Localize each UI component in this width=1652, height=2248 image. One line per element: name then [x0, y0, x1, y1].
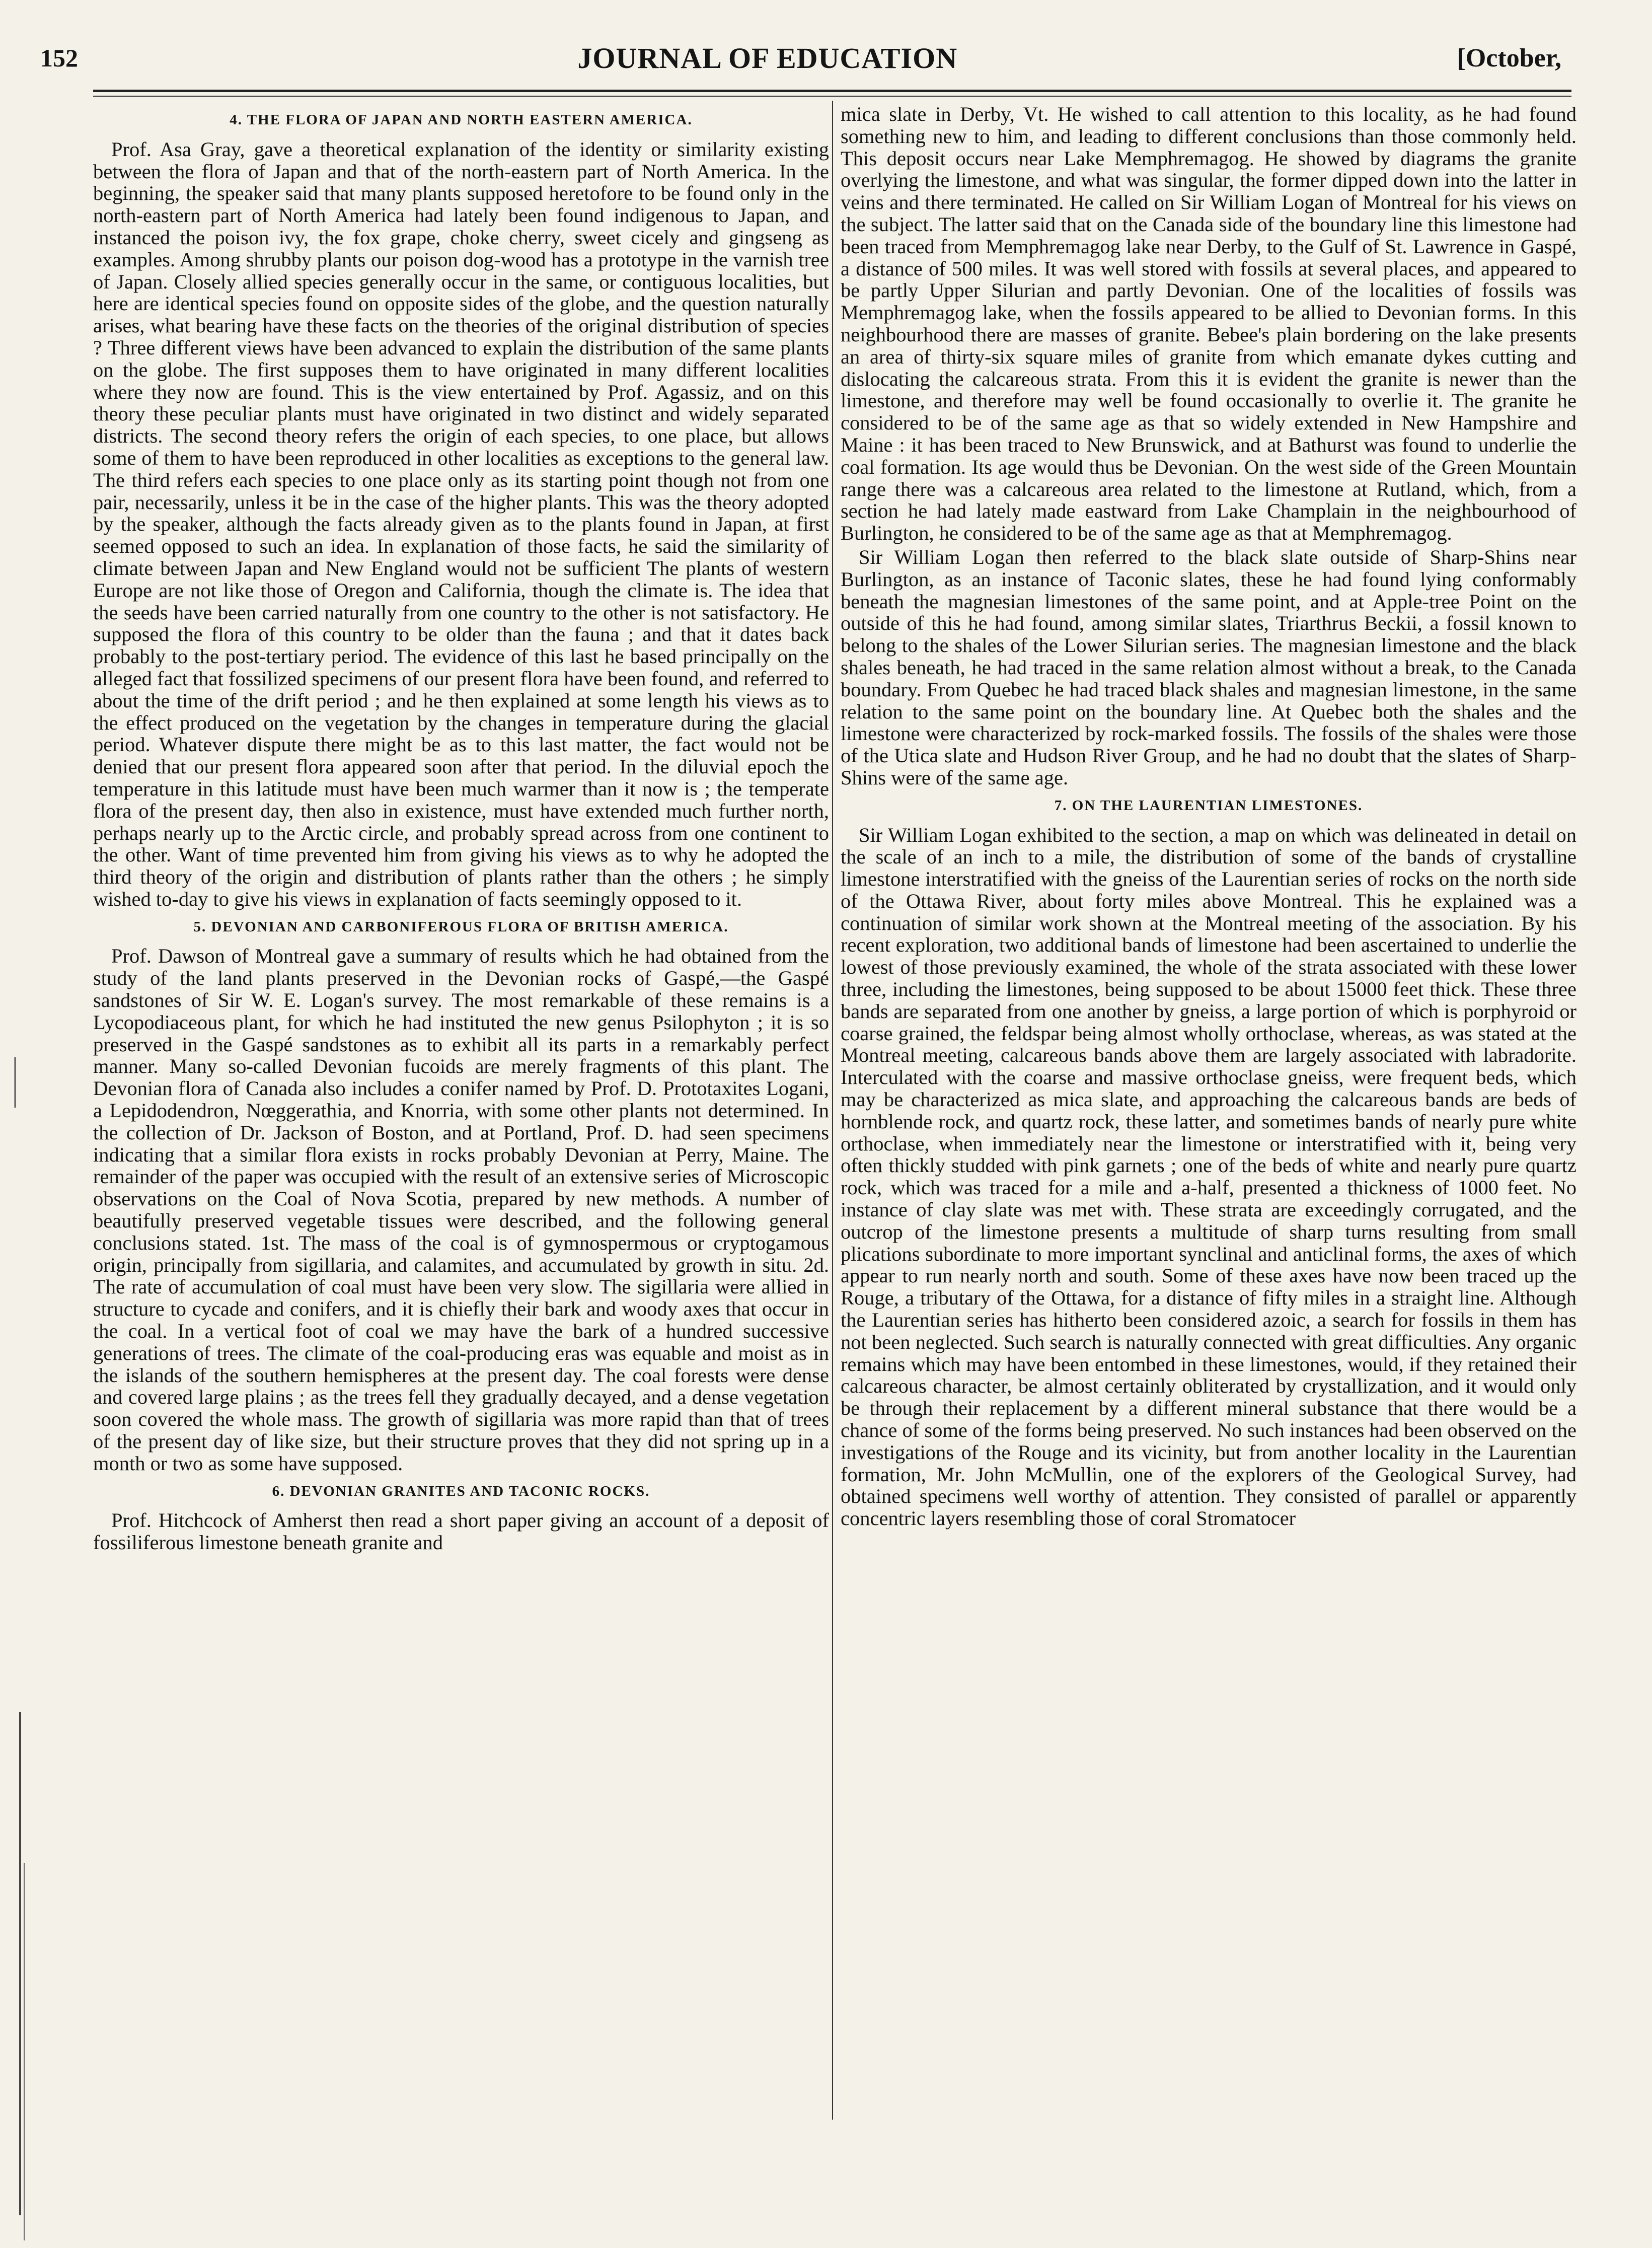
- section-6-paragraph: Prof. Hitchcock of Amherst then read a short paper giving an account of a deposit of fossiliferous limestone beneath granite and: [93, 1509, 829, 1554]
- margin-binding-marks: [0, 0, 30, 2245]
- page-header: [40, 35, 1561, 81]
- logan-paragraph: Sir William Logan then referred to the black slate outside of Sharp-Shins near Burlington, as an instance of Taconic slates, these he had found lying conformably beneath the magnesian limestones of the same point, and at Apple-tree Point on the outside of this he had found, among similar slates, Triarthrus Beckii, a fossil known to belong to the shales of the Lower Silurian series. The magnesian limestone and the black shales beneath, he had traced in the same relation almost without a break, to the Canada boundary. From Quebec he had traced black shales and magnesian limestone, in the same relation to the same point on the boundary line. At Quebec both the shales and the limestone were characterized by rock-marked fossils. The fossils of the shales were those of the Utica slate and Hudson River Group, and he had no doubt that the slates of Sharp-Shins were of the same age.: [841, 545, 1576, 789]
- section-5-heading: 5. DEVONIAN AND CARBONIFEROUS FLORA OF BRITISH AMERICA.: [193, 918, 729, 935]
- header-rule-thin: [93, 96, 1571, 97]
- binding-edge-graphic: [0, 0, 30, 2245]
- left-column: [93, 103, 829, 1554]
- right-column: [841, 103, 1576, 1530]
- section-7-paragraph: Sir William Logan exhibited to the section, a map on which was delineated in detail on the scale of an inch to a mile, the distribution of some of the bands of crystalline limestone interstratified with the gneiss of the Laurentian series of rocks on the north side of the Ottawa River, about forty miles above Montreal. This he explained was a continuation of similar work shown at the Montreal meeting of the association. By his recent exploration, two additional bands of limestone had been ascertained to underlie the lowest of those previously examined, the whole of the strata associated with these lower three, including the limestones, being supposed to be about 15000 feet thick. These three bands are separated from one another by gneiss, a large portion of which is porphyroid or coarse grained, the feldspar being almost wholly orthoclase, whereas, as was stated at the Montreal meeting, calcareous bands above them are largely associated with labradorite. Interculated with the coarse and massive orthoclase gneiss, were frequent beds, which may be characterized as mica slate, and approaching the calcareous bands are beds of hornblende rock, and quartz rock, these latter, and sometimes bands of nearly pure white orthoclase, when immediately near the limestone or interstratified with it, being very often thickly studded with pink garnets ; one of the beds of white and nearly pure quartz rock, which was traced for a mile and a-half, presented a thickness of 1000 feet. No instance of clay slate was met with. These strata are exceedingly corrugated, and the outcrop of the limestone presents a multitude of sharp turns resulting from small plications subordinate to more important synclinal and anticlinal forms, the axes of which appear to run nearly north and south. Some of these axes have now been traced up the Rouge, a tributary of the Ottawa, for a distance of fifty miles in a straight line. Although the Laurentian series has hitherto been considered azoic, a search for fossils in them has not been neglected. Such search is naturally connected with great difficulties. Any organic remains which may have been entombed in these limestones, would, if they retained their calcareous character, be almost certainly obliterated by crystallization, and it would only be through their replacement by a different mineral substance that there would be a chance of some of the forms being preserved. No such instances had been observed on the investigations of the Rouge and its vicinity, but from another locality in the Laurentian formation, Mr. John McMullin, one of the explorers of the Geological Survey, had obtained specimens well worthy of attention. They consisted of parallel or apparently concentric layers resembling those of coral Stromatocer: [841, 823, 1577, 1530]
- issue-month: [October,: [1457, 43, 1561, 72]
- column-divider: [832, 101, 833, 2120]
- header-rule: [93, 90, 1571, 92]
- section-6-heading: 6. DEVONIAN GRANITES AND TACONIC ROCKS.: [272, 1483, 650, 1499]
- journal-title: JOURNAL OF EDUCATION: [577, 41, 958, 75]
- continuation-paragraph: mica slate in Derby, Vt. He wished to call attention to this locality, as he had found something new to him, and leading to different conclusions than those commonly held. This deposit occurs near Lake Memphremagog. He showed by diagrams the granite overlying the limestone, and what was singular, the former dipped down into the latter in veins and there terminated. He called on Sir William Logan of Montreal for his views on the subject. The latter said that on the Canada side of the boundary line this limestone had been traced from Memphremagog lake near Derby, to the Gulf of St. Lawrence in Gaspé, a distance of 500 miles. It was well stored with fossils at several places, and appeared to be partly Upper Silurian and partly Devonian. One of the localities of fossils was Memphremagog lake, when the fossils appeared to be allied to Devonian forms. In this neighbourhood there are masses of granite. Bebee's plain bordering on the lake presents an area of thirty-six square miles of granite from which emanate dykes cutting and dislocating the calcareous strata. From this it is evident the granite is newer than the limestone, and therefore may well be found occasionally to overlie it. The granite he considered to be of the same age as that so widely extended in New Hampshire and Maine : it has been traced to New Brunswick, and at Bathurst was found to underlie the coal formation. Its age would thus be Devonian. On the west side of the Green Mountain range there was a calcareous area related to the limestone at Rutland, which, from a section he had lately made eastward from Lake Champlain in the neighbourhood of Burlington, he considered to be of the same age as that at Memphremagog.: [841, 103, 1576, 545]
- section-5-paragraph: Prof. Dawson of Montreal gave a summary of results which he had obtained from the study of the land plants preserved in the Devonian rocks of Gaspé,—the Gaspé sandstones of Sir W. E. Logan's survey. The most remarkable of these remains is a Lycopodiaceous plant, for which he had instituted the new genus Psilophyton ; it is so preserved in the Gaspé sandstones as to exhibit all its parts in a remarkably perfect manner. Many so-called Devonian fucoids are merely fragments of this plant. The Devonian flora of Canada also includes a conifer named by Prof. D. Prototaxites Logani, a Lepidodendron, Nœggerathia, and Knorria, with some other plants not determined. In the collection of Dr. Jackson of Boston, and at Portland, Prof. D. had seen specimens indicating that a similar flora exists in rocks probably Devonian at Perry, Maine. The remainder of the paper was occupied with the result of an extensive series of Microscopic observations on the Coal of Nova Scotia, prepared by new methods. A number of beautifully preserved vegetable tissues were described, and the following general conclusions stated. 1st. The mass of the coal is of gymnospermous or cryptogamous origin, principally from sigillaria, and calamites, and accumulated by growth in situ. 2d. The rate of accumulation of coal must have been very slow. The sigillaria were allied in structure to cycade and conifers, and it is chiefly their bark and woody axes that occur in the coal. In a vertical foot of coal we may have the bark of a hundred successive generations of trees. The climate of the coal-producing eras was equable and moist as in the islands of the southern hemispheres at the present day. The coal forests were dense and covered large plains ; as the trees fell they gradually decayed, and a dense vegetation soon covered the whole mass. The growth of sigillaria was more rapid than that of trees of the present day of like size, but their structure proves that they did not spring up in a month or two as some have supposed.: [93, 945, 829, 1475]
- page-number: 152: [40, 44, 78, 72]
- section-7-heading: 7. ON THE LAURENTIAN LIMESTONES.: [1054, 797, 1363, 814]
- section-4-paragraph: Prof. Asa Gray, gave a theoretical explanation of the identity or similarity existing between the flora of Japan and that of the north-eastern part of North America. In the beginning, the speaker said that many plants supposed heretofore to be found only in the north-eastern part of North America had lately been found indigenous to Japan, and instanced the poison ivy, the fox grape, choke cherry, sweet cicely and gingseng as examples. Among shrubby plants our poison dog-wood has a prototype in the varnish tree of Japan. Closely allied species generally occur in the same, or contiguous localities, but here are identical species found on opposite sides of the globe, and the question naturally arises, what bearing have these facts on the theories of the original distribution of species ? Three different views have been advanced to explain the distribution of the same plants on the globe. The first supposes them to have originated in many different localities where they now are found. This is the view entertained by Prof. Agassiz, and on this theory these peculiar plants must have originated in two distinct and widely separated districts. The second theory refers the origin of each species, to one place, but allows some of them to have been reproduced in other localities as exceptions to the general law. The third refers each species to one place only as its starting point though not from one pair, necessarily, unless it be in the case of the higher plants. This was the theory adopted by the speaker, although the facts already given as to the plants found in Japan, at first seemed opposed to such an idea. In explanation of those facts, he said the similarity of climate between Japan and New England would not be sufficient The plants of western Europe are not like those of Oregon and California, though the climate is. The idea that the seeds have been carried naturally from one country to the other is not satisfactory. He supposed the flora of this country to be older than the fauna ; and that it dates back probably to the post-tertiary period. The evidence of this last he based principally on the alleged fact that fossilized specimens of our present flora have been found, and referred to about the time of the drift period ; and he then explained at some length his views as to the effect produced on the vegetation by the changes in temperature during the glacial period. Whatever dispute there might be as to this last matter, the fact would not be denied that our present flora appeared soon after that period. In the diluvial epoch the temperature in this latitude must have been much warmer than it now is ; the temperate flora of the present day, then also in existence, must have extended much further north, perhaps nearly up to the Arctic circle, and probably spread across from one continent to the other. Want of time prevented him from giving his views as to why he adopted the third theory of the origin and distribution of plants rather than the others ; he simply wished to-day to give his views in explanation of facts seemingly opposed to it.: [93, 137, 829, 910]
- section-4-heading: 4. THE FLORA OF JAPAN AND NORTH EASTERN AMERICA.: [230, 112, 693, 128]
